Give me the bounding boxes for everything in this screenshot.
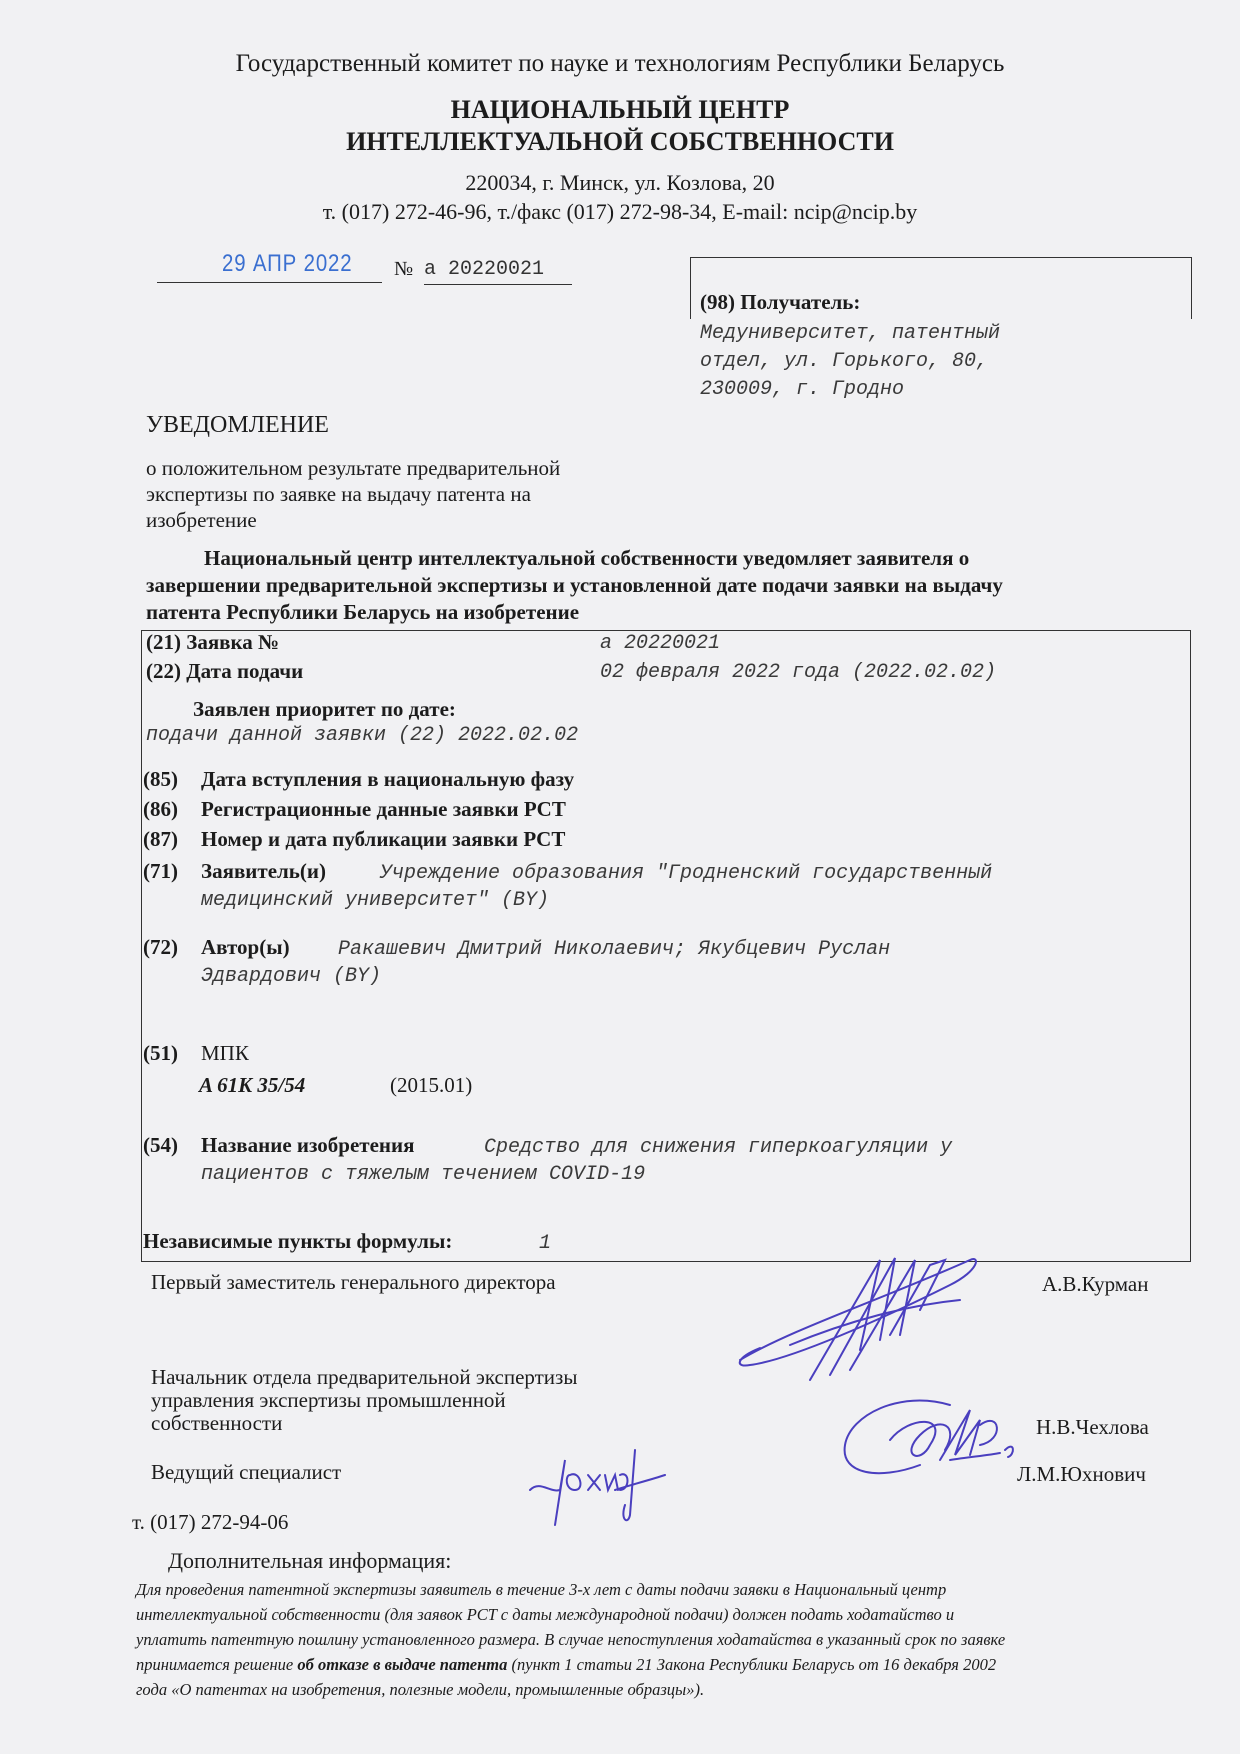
field-51-label: МПК (201, 1041, 249, 1065)
signature-1-image (730, 1250, 990, 1390)
field-21-value: а 20220021 (600, 632, 721, 655)
field-51-version: (2015.01) (390, 1073, 473, 1097)
signatory-2-title-line: управления экспертизы промышленной (151, 1388, 506, 1412)
field-72-label: Автор(ы) (201, 935, 290, 959)
recipient-line: отдел, ул. Горького, 80, (700, 350, 989, 373)
info-line: года «О патентах на изобретения, полезные модели, промышленные образцы»). (136, 1680, 705, 1699)
notice-intro-line: Национальный центр интеллектуальной собственности уведомляет заявителя о (204, 546, 970, 570)
info-line4-post: (пункт 1 статьи 21 Закона Республики Беларусь от 16 декабря 2002 (507, 1655, 997, 1674)
notice-subtitle-line: изобретение (146, 508, 257, 532)
signatory-2-title-line: собственности (151, 1411, 283, 1435)
info-line (136, 1652, 1005, 1677)
field-54-label: Название изобретения (201, 1133, 415, 1157)
recipient-line: 230009, г. Гродно (700, 378, 905, 401)
date-stamp: 29 АПР 2022 (222, 250, 353, 277)
signatory-3-name: Л.М.Юхнович (1017, 1462, 1146, 1486)
claims-value: 1 (539, 1232, 552, 1255)
info-line: Для проведения патентной экспертизы заявитель в течение 3-х лет с даты подачи заявки в Национальный центр (136, 1580, 947, 1599)
number-value: а 20220021 (424, 258, 545, 281)
field-54-code: (54) (143, 1133, 178, 1157)
field-21-label: (21) Заявка № (146, 630, 280, 654)
recipient-line: Медуниверситет, патентный (700, 322, 1001, 345)
signatory-2-title (151, 1366, 577, 1435)
recipient-label: (98) Получатель: (700, 290, 861, 314)
info-refusal-emphasis: об отказе в выдаче патента (297, 1655, 508, 1674)
field-86-label: Регистрационные данные заявки PCT (201, 797, 566, 821)
org-name-line1: НАЦИОНАЛЬНЫЙ ЦЕНТР (450, 95, 790, 124)
recipient-box-top (690, 257, 1192, 258)
additional-info-label: Дополнительная информация: (168, 1548, 452, 1573)
field-22-label: (22) Дата подачи (146, 659, 304, 683)
additional-info-text (136, 1577, 1005, 1702)
notice-subtitle (146, 455, 560, 533)
field-72-value-line2: Эдвардович (BY) (201, 965, 382, 988)
contact-phone: т. (017) 272-94-06 (132, 1510, 289, 1534)
claims-label: Независимые пункты формулы: (143, 1229, 453, 1253)
info-line: уплатить патентную пошлину установленного размера. В случае непоступления ходатайства в указанный срок по заявке (136, 1630, 1006, 1649)
recipient-box-left (690, 257, 691, 319)
field-85-label: Дата вступления в национальную фазу (201, 767, 575, 791)
notice-intro-line: патента Республики Беларусь на изобретение (146, 600, 580, 624)
committee-name: Государственный комитет по науке и технологиям Республики Беларусь (235, 50, 1005, 77)
signatory-1-name: А.В.Курман (1042, 1272, 1149, 1296)
date-underline (157, 282, 382, 283)
field-54-value-line2: пациентов с тяжелым течением COVID-19 (201, 1163, 646, 1186)
field-87-label: Номер и дата публикации заявки PCT (201, 827, 566, 851)
field-22-value: 02 февраля 2022 года (2022.02.02) (600, 661, 997, 684)
field-87-code: (87) (143, 827, 178, 851)
org-address: 220034, г. Минск, ул. Козлова, 20 (465, 170, 775, 195)
field-72-code: (72) (143, 935, 178, 959)
number-underline (424, 284, 572, 285)
org-name-line2: ИНТЕЛЛЕКТУАЛЬНОЙ СОБСТВЕННОСТИ (346, 127, 894, 156)
priority-label: Заявлен приоритет по дате: (193, 697, 456, 721)
recipient-box-right (1191, 257, 1192, 319)
field-86-code: (86) (143, 797, 178, 821)
number-label: № (394, 258, 414, 280)
notice-subtitle-line: экспертизы по заявке на выдачу патента на (146, 482, 531, 506)
recipient-address (700, 320, 1000, 404)
notice-intro (146, 545, 1003, 626)
field-51-class: A 61K 35/54 (199, 1073, 306, 1097)
field-72-value-line1: Ракашевич Дмитрий Николаевич; Якубцевич Руслан (338, 938, 891, 961)
info-line: интеллектуальной собственности (для заявок PCT с даты международной подачи) должен подать ходатайство и (136, 1605, 955, 1624)
field-51-code: (51) (143, 1041, 178, 1065)
notice-intro-line: завершении предварительной экспертизы и установленной дате подачи заявки на выдачу (146, 573, 1003, 597)
notice-title: УВЕДОМЛЕНИЕ (146, 412, 329, 438)
field-71-code: (71) (143, 859, 178, 883)
field-71-value-line2: медицинский университет" (BY) (201, 889, 550, 912)
notice-subtitle-line: о положительном результате предварительной (146, 456, 561, 480)
field-85-code: (85) (143, 767, 178, 791)
priority-value: подачи данной заявки (22) 2022.02.02 (146, 724, 579, 747)
info-line4-pre: принимается решение (136, 1655, 298, 1674)
org-contacts: т. (017) 272-46-96, т./факс (017) 272-98-34, E-mail: ncip@ncip.by (322, 199, 918, 224)
field-54-value-line1: Средство для снижения гиперкоагуляции у (484, 1136, 953, 1159)
signatory-3-title: Ведущий специалист (151, 1460, 342, 1484)
signature-2-image (830, 1385, 1030, 1495)
signatory-2-name: Н.В.Чехлова (1036, 1415, 1149, 1439)
signatory-2-title-line: Начальник отдела предварительной экспертизы (151, 1365, 578, 1389)
signatory-1-title: Первый заместитель генерального директора (151, 1270, 556, 1294)
signature-3-image (520, 1445, 670, 1545)
field-71-label: Заявитель(и) (201, 859, 326, 883)
field-71-value-line1: Учреждение образования "Гродненский государственный (380, 862, 993, 885)
